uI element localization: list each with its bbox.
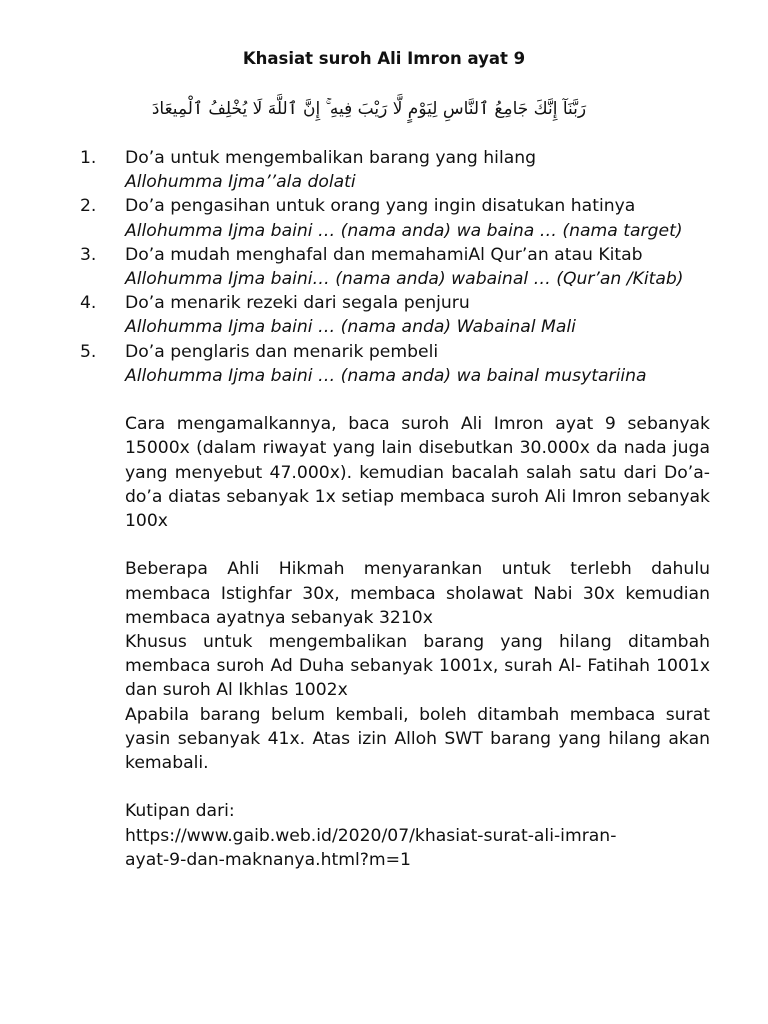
document-body (0, 146, 768, 872)
list-prayer: Allohumma Ijma’’ala dolati (125, 172, 356, 193)
list-number: 3. (80, 244, 97, 265)
source-url-line-2[interactable]: ayat-9-dan-maknanya.html?m=1 (125, 849, 411, 870)
spacer (0, 533, 768, 557)
paragraph-khusus: Khusus untuk mengembalikan barang yang hilang ditambah membaca suroh Ad Duha sebanyak 1001x, surah Al- Fatihah 1001x dan suroh Al Ikhlas 1002x (125, 632, 710, 701)
list-item-4 (0, 291, 710, 339)
paragraph-apabila: Apabila barang belum kembali, boleh ditambah membaca surat yasin sebanyak 41x. Atas izin Alloh SWT barang yang hilang akan kemabali. (125, 704, 710, 774)
list-heading: Do’a untuk mengembalikan barang yang hilang (125, 148, 537, 168)
list-number: 1. (80, 148, 97, 168)
spacer (0, 388, 768, 412)
list-number: 2. (80, 196, 97, 217)
list-item-2 (0, 194, 710, 242)
list-item-5 (0, 340, 710, 388)
arabic-verse: رَبَّنَآ إِنَّكَ جَامِعُ ٱلنَّاسِ لِيَوْمٍ لَّا رَيْبَ فِيهِ ۚ إِنَّ ٱللَّهَ لَا يُخْلِفُ ٱلْمِيعَادَ (151, 99, 587, 119)
source-url-line-1[interactable]: https://www.gaib.web.id/2020/07/khasiat-surat-ali-imran- (125, 825, 617, 846)
list-heading: Do’a penglaris dan menarik pembeli (125, 341, 439, 362)
list-prayer: Allohumma Ijma baini… (nama anda) wabainal … (Qur’an /Kitab) (125, 269, 684, 290)
list-heading: Do’a mudah menghafal dan memahamiAl Qur’an atau Kitab (125, 244, 643, 265)
list-number: 4. (80, 293, 97, 314)
source-block (125, 799, 710, 872)
list-prayer: Allohumma Ijma baini … (nama anda) wa baina … (nama target) (125, 220, 683, 241)
spacer (0, 775, 768, 799)
list-item-3 (0, 243, 710, 291)
list-prayer: Allohumma Ijma baini … (nama anda) wa bainal musytariina (125, 365, 647, 386)
document-title: Khasiat suroh Ali Imron ayat 9 (242, 49, 526, 68)
list-heading: Do’a menarik rezeki dari segala penjuru (125, 293, 470, 314)
paragraph-beberapa: Beberapa Ahli Hikmah menyarankan untuk terlebh dahulu membaca Istighfar 30x, membaca sholawat Nabi 30x kemudian membaca ayatnya sebanyak 3210x (125, 559, 710, 628)
list-heading: Do’a pengasihan untuk orang yang ingin disatukan hatinya (125, 196, 636, 217)
source-label: Kutipan dari: (125, 801, 235, 822)
list-number: 5. (80, 341, 97, 362)
list-prayer: Allohumma Ijma baini … (nama anda) Wabainal Mali (125, 317, 576, 338)
list-item-1 (0, 146, 710, 194)
paragraph-cara: Cara mengamalkannya, baca suroh Ali Imron ayat 9 sebanyak 15000x (dalam riwayat yang lain disebutkan 30.000x da nada juga yang menyebut 47.000x). kemudian bacalah salah satu dari Do’a-do’a diatas sebanyak 1x setiap membaca suroh Ali Imron sebanyak 100x (125, 414, 710, 532)
